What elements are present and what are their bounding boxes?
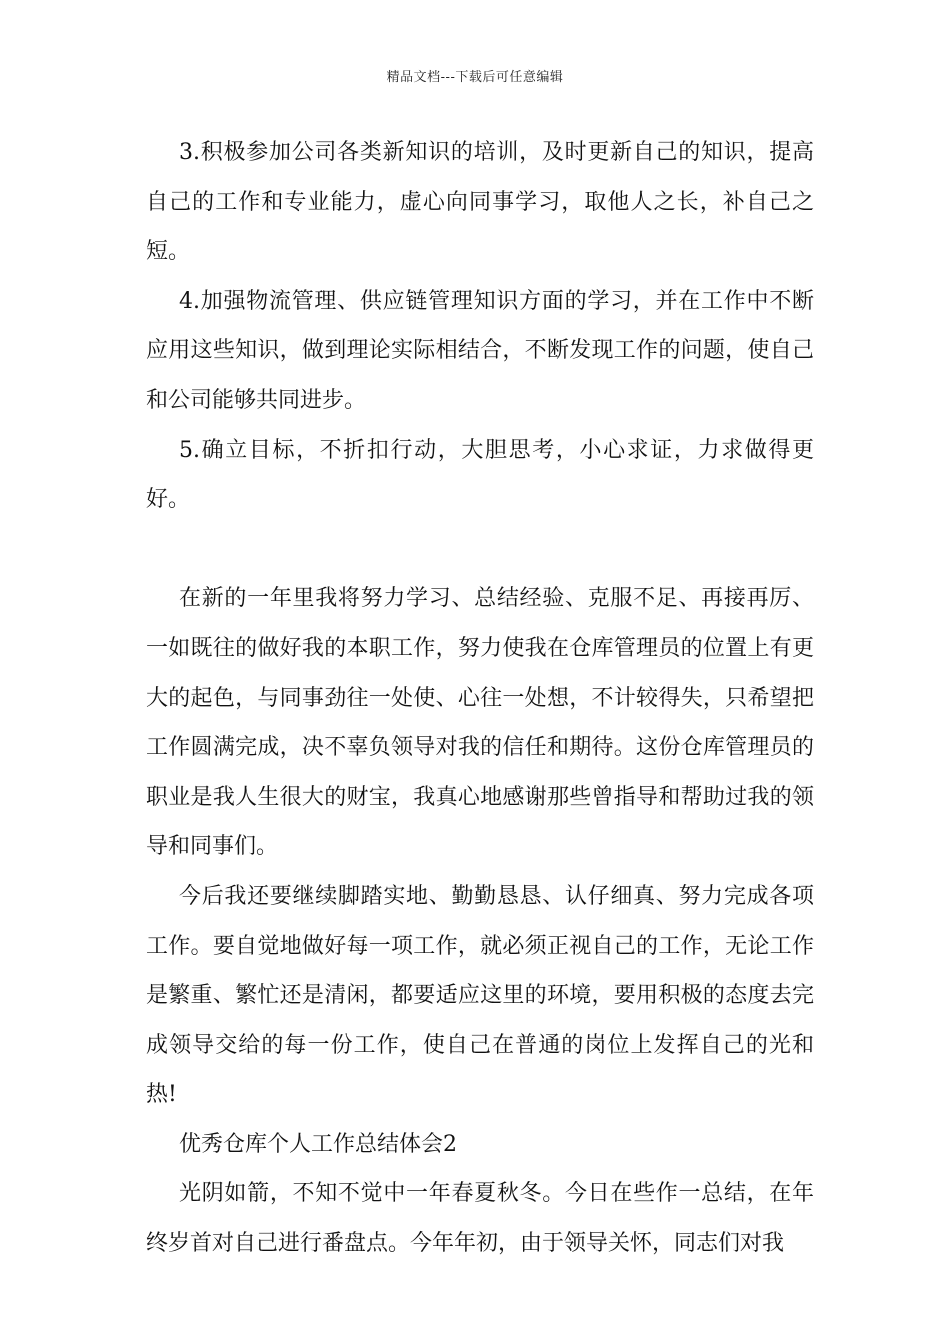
paragraph-item-5: 5.确立目标，不折扣行动，大胆思考，小心求证，力求做得更好。 xyxy=(146,437,814,513)
paragraph-future-work: 今后我还要继续脚踏实地、勤勤恳恳、认仔细真、努力完成各项工作。要自觉地做好每一项工作，就必须正视自己的工作，无论工作是繁重、繁忙还是清闲，都要适应这里的环境，要用积极的态度去完成领导交给的每一份工作，使自己在普通的岗位上发挥自己的光和热! xyxy=(146,883,814,1108)
page-header: 精品文档---下载后可任意编辑 xyxy=(386,70,564,85)
paragraph-spacer xyxy=(146,525,814,575)
document-body xyxy=(146,128,814,1269)
paragraph-time-flies: 光阴如箭，不知不觉中一年春夏秋冬。今日在些作一总结，在年终岁首对自己进行番盘点。今年年初，由于领导关怀，同志们对我 xyxy=(146,1181,814,1257)
paragraph-new-year: 在新的一年里我将努力学习、总结经验、克服不足、再接再厉、一如既往的做好我的本职工作，努力使我在仓库管理员的位置上有更大的起色，与同事劲往一处使、心往一处想，不计较得失，只希望把工作圆满完成，决不辜负领导对我的信任和期待。这份仓库管理员的职业是我人生很大的财宝，我真心地感谢那些曾指导和帮助过我的领导和同事们。 xyxy=(146,586,814,860)
paragraph-item-4: 4.加强物流管理、供应链管理知识方面的学习，并在工作中不断应用这些知识，做到理论实际相结合，不断发现工作的问题，使自己和公司能够共同进步。 xyxy=(146,288,814,413)
paragraph-item-3: 3.积极参加公司各类新知识的培训，及时更新自己的知识，提高自己的工作和专业能力，虚心向同事学习，取他人之长，补自己之短。 xyxy=(146,140,814,265)
section-heading: 优秀仓库个人工作总结体会2 xyxy=(179,1131,457,1157)
